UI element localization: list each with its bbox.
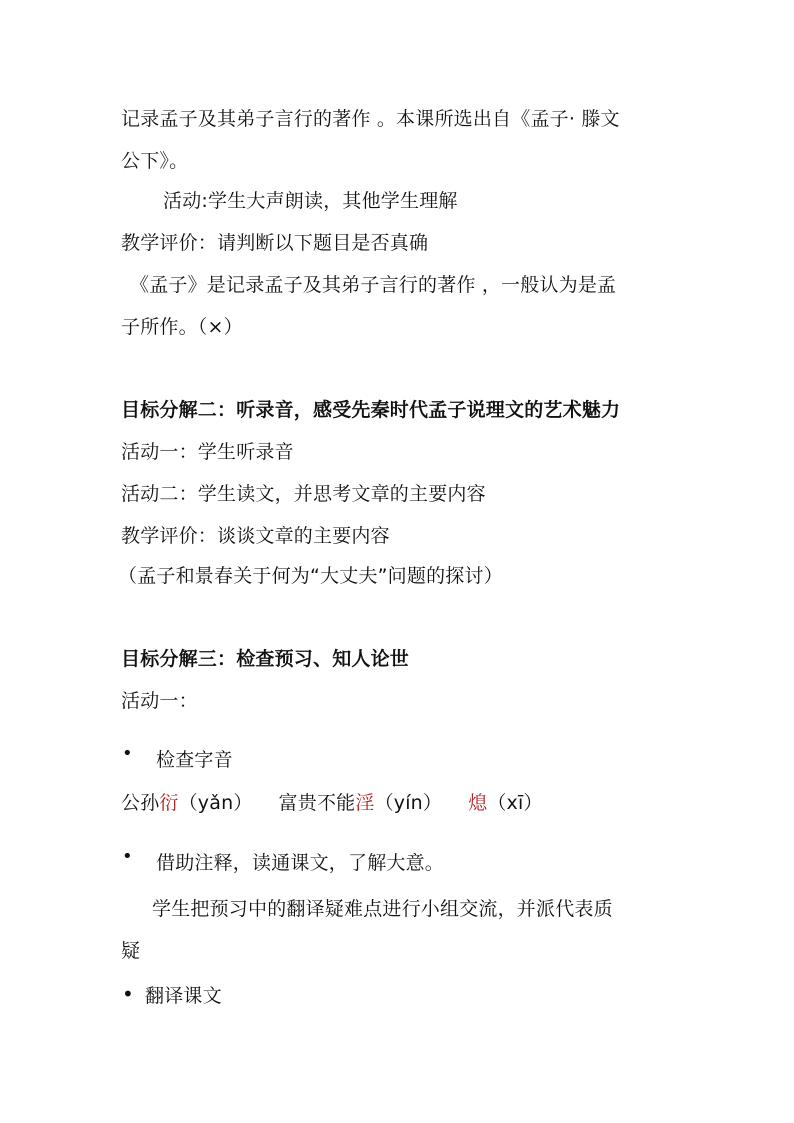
bullet-icon: • — [122, 743, 133, 764]
bullet-item: 翻译课文 — [145, 985, 222, 1007]
evaluation-text: 教学评价：请判断以下题目是否真确 — [121, 232, 429, 254]
word-text: 公孙 — [121, 792, 160, 814]
activity-text: 活动一： — [121, 690, 198, 712]
judgement-line: 子所作。（×） — [121, 316, 243, 338]
pinyin-text: （yǎn） — [178, 792, 253, 814]
highlighted-char: 衍 — [159, 792, 179, 814]
activity-text: 活动:学生大声朗读，其他学生理解 — [163, 190, 458, 212]
paragraph-line: 公下》。 — [121, 150, 189, 172]
pinyin-text: （xī） — [487, 792, 543, 814]
pronunciation-line — [121, 791, 543, 815]
bullet-icon: • — [122, 846, 133, 867]
word-text: 富贵不能 — [278, 792, 356, 814]
bullet-icon: • — [122, 982, 134, 1006]
evaluation-text: 教学评价：谈谈文章的主要内容 — [121, 525, 390, 547]
highlighted-char: 熄 — [468, 792, 488, 814]
paragraph-line: 记录孟子及其弟子言行的著作 。本课所选出自《孟子· 滕文 — [121, 108, 620, 130]
activity-text: 活动二：学生读文，并思考文章的主要内容 — [121, 483, 486, 505]
activity-text: 活动一：学生听录音 — [121, 441, 294, 463]
paragraph-line: 疑 — [121, 940, 141, 962]
section-heading: 目标分解二：听录音，感受先秦时代孟子说理文的艺术魅力 — [121, 399, 621, 421]
pinyin-text: （yín） — [374, 792, 443, 814]
bullet-item: 借助注释，读通课文，了解大意。 — [156, 852, 445, 874]
judgement-line: 《孟子》是记录孟子及其弟子言行的著作 ，一般认为是孟 — [130, 274, 617, 296]
section-heading: 目标分解三：检查预习、知人论世 — [121, 648, 410, 670]
note-text: （孟子和景春关于何为“大丈夫”问题的探讨） — [118, 565, 503, 587]
highlighted-char: 淫 — [355, 792, 375, 814]
bullet-item: 检查字音 — [156, 749, 233, 771]
paragraph-line: 学生把预习中的翻译疑难点进行小组交流，并派代表质 — [152, 898, 613, 920]
